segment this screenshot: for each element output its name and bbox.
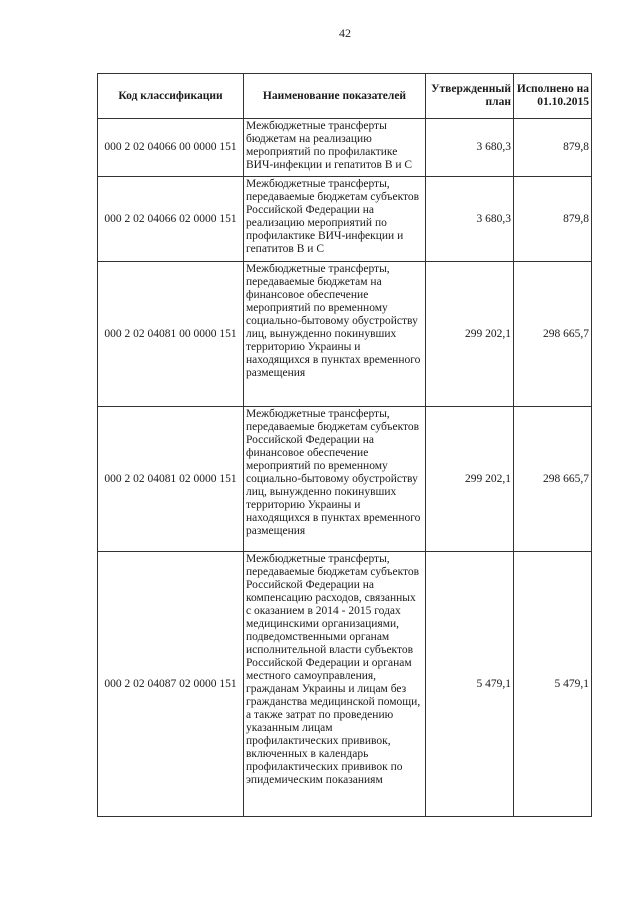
row-plan: 299 202,1: [426, 262, 514, 407]
row-code: 000 2 02 04087 02 0000 151: [98, 552, 244, 817]
page-number: 42: [339, 26, 351, 40]
row-executed: 298 665,7: [514, 262, 592, 407]
row-executed: 879,8: [514, 119, 592, 177]
row-name: Межбюджетные трансферты, передаваемые бюджетам на финансовое обеспечение мероприятий по временному социально-бытовому обустройству лиц, вынужденно покинувших территорию Украины и находящихся в пунктах временного размещения: [244, 262, 426, 407]
header-row: [98, 74, 592, 119]
table-header: [98, 74, 592, 119]
row-code: 000 2 02 04081 02 0000 151: [98, 407, 244, 552]
row-name: Межбюджетные трансферты, передаваемые бюджетам субъектов Российской Федерации на финансовое обеспечение мероприятий по временному социально-бытовому обустройству лиц, вынужденно покинувших территорию Украины и находящихся в пунктах временного размещения: [244, 407, 426, 552]
table-row: [98, 119, 592, 177]
table-row: [98, 552, 592, 817]
row-plan: 299 202,1: [426, 407, 514, 552]
row-plan: 5 479,1: [426, 552, 514, 817]
row-executed: 5 479,1: [514, 552, 592, 817]
row-code: 000 2 02 04066 02 0000 151: [98, 177, 244, 262]
budget-table: [97, 73, 592, 817]
row-plan: 3 680,3: [426, 177, 514, 262]
row-name: Межбюджетные трансферты бюджетам на реализацию мероприятий по профилактике ВИЧ-инфекции и гепатитов В и С: [244, 119, 426, 177]
row-executed: 879,8: [514, 177, 592, 262]
row-code: 000 2 02 04081 00 0000 151: [98, 262, 244, 407]
row-name: Межбюджетные трансферты, передаваемые бюджетам субъектов Российской Федерации на реализацию мероприятий по профилактике ВИЧ-инфекции и гепатитов В и С: [244, 177, 426, 262]
table-body: [98, 119, 592, 817]
header-executed: Исполнено на 01.10.2015: [514, 74, 592, 119]
row-code: 000 2 02 04066 00 0000 151: [98, 119, 244, 177]
table-row: [98, 262, 592, 407]
row-plan: 3 680,3: [426, 119, 514, 177]
row-executed: 298 665,7: [514, 407, 592, 552]
table-row: [98, 407, 592, 552]
row-name: Межбюджетные трансферты, передаваемые бюджетам субъектов Российской Федерации на компенсацию расходов, связанных с оказанием в 2014 - 2015 годах медицинскими организациями, подведомственными органам исполнительной власти субъектов Российской Федерации и органам местного самоуправления, гражданам Украины и лицам без гражданства медицинской помощи, а также затрат по проведению указанным лицам профилактических прививок, включенных в календарь профилактических прививок по эпидемическим показаниям: [244, 552, 426, 817]
header-plan: Утвержденный план: [426, 74, 514, 119]
header-name: Наименование показателей: [244, 74, 426, 119]
header-code: Код классификации: [98, 74, 244, 119]
table-row: [98, 177, 592, 262]
